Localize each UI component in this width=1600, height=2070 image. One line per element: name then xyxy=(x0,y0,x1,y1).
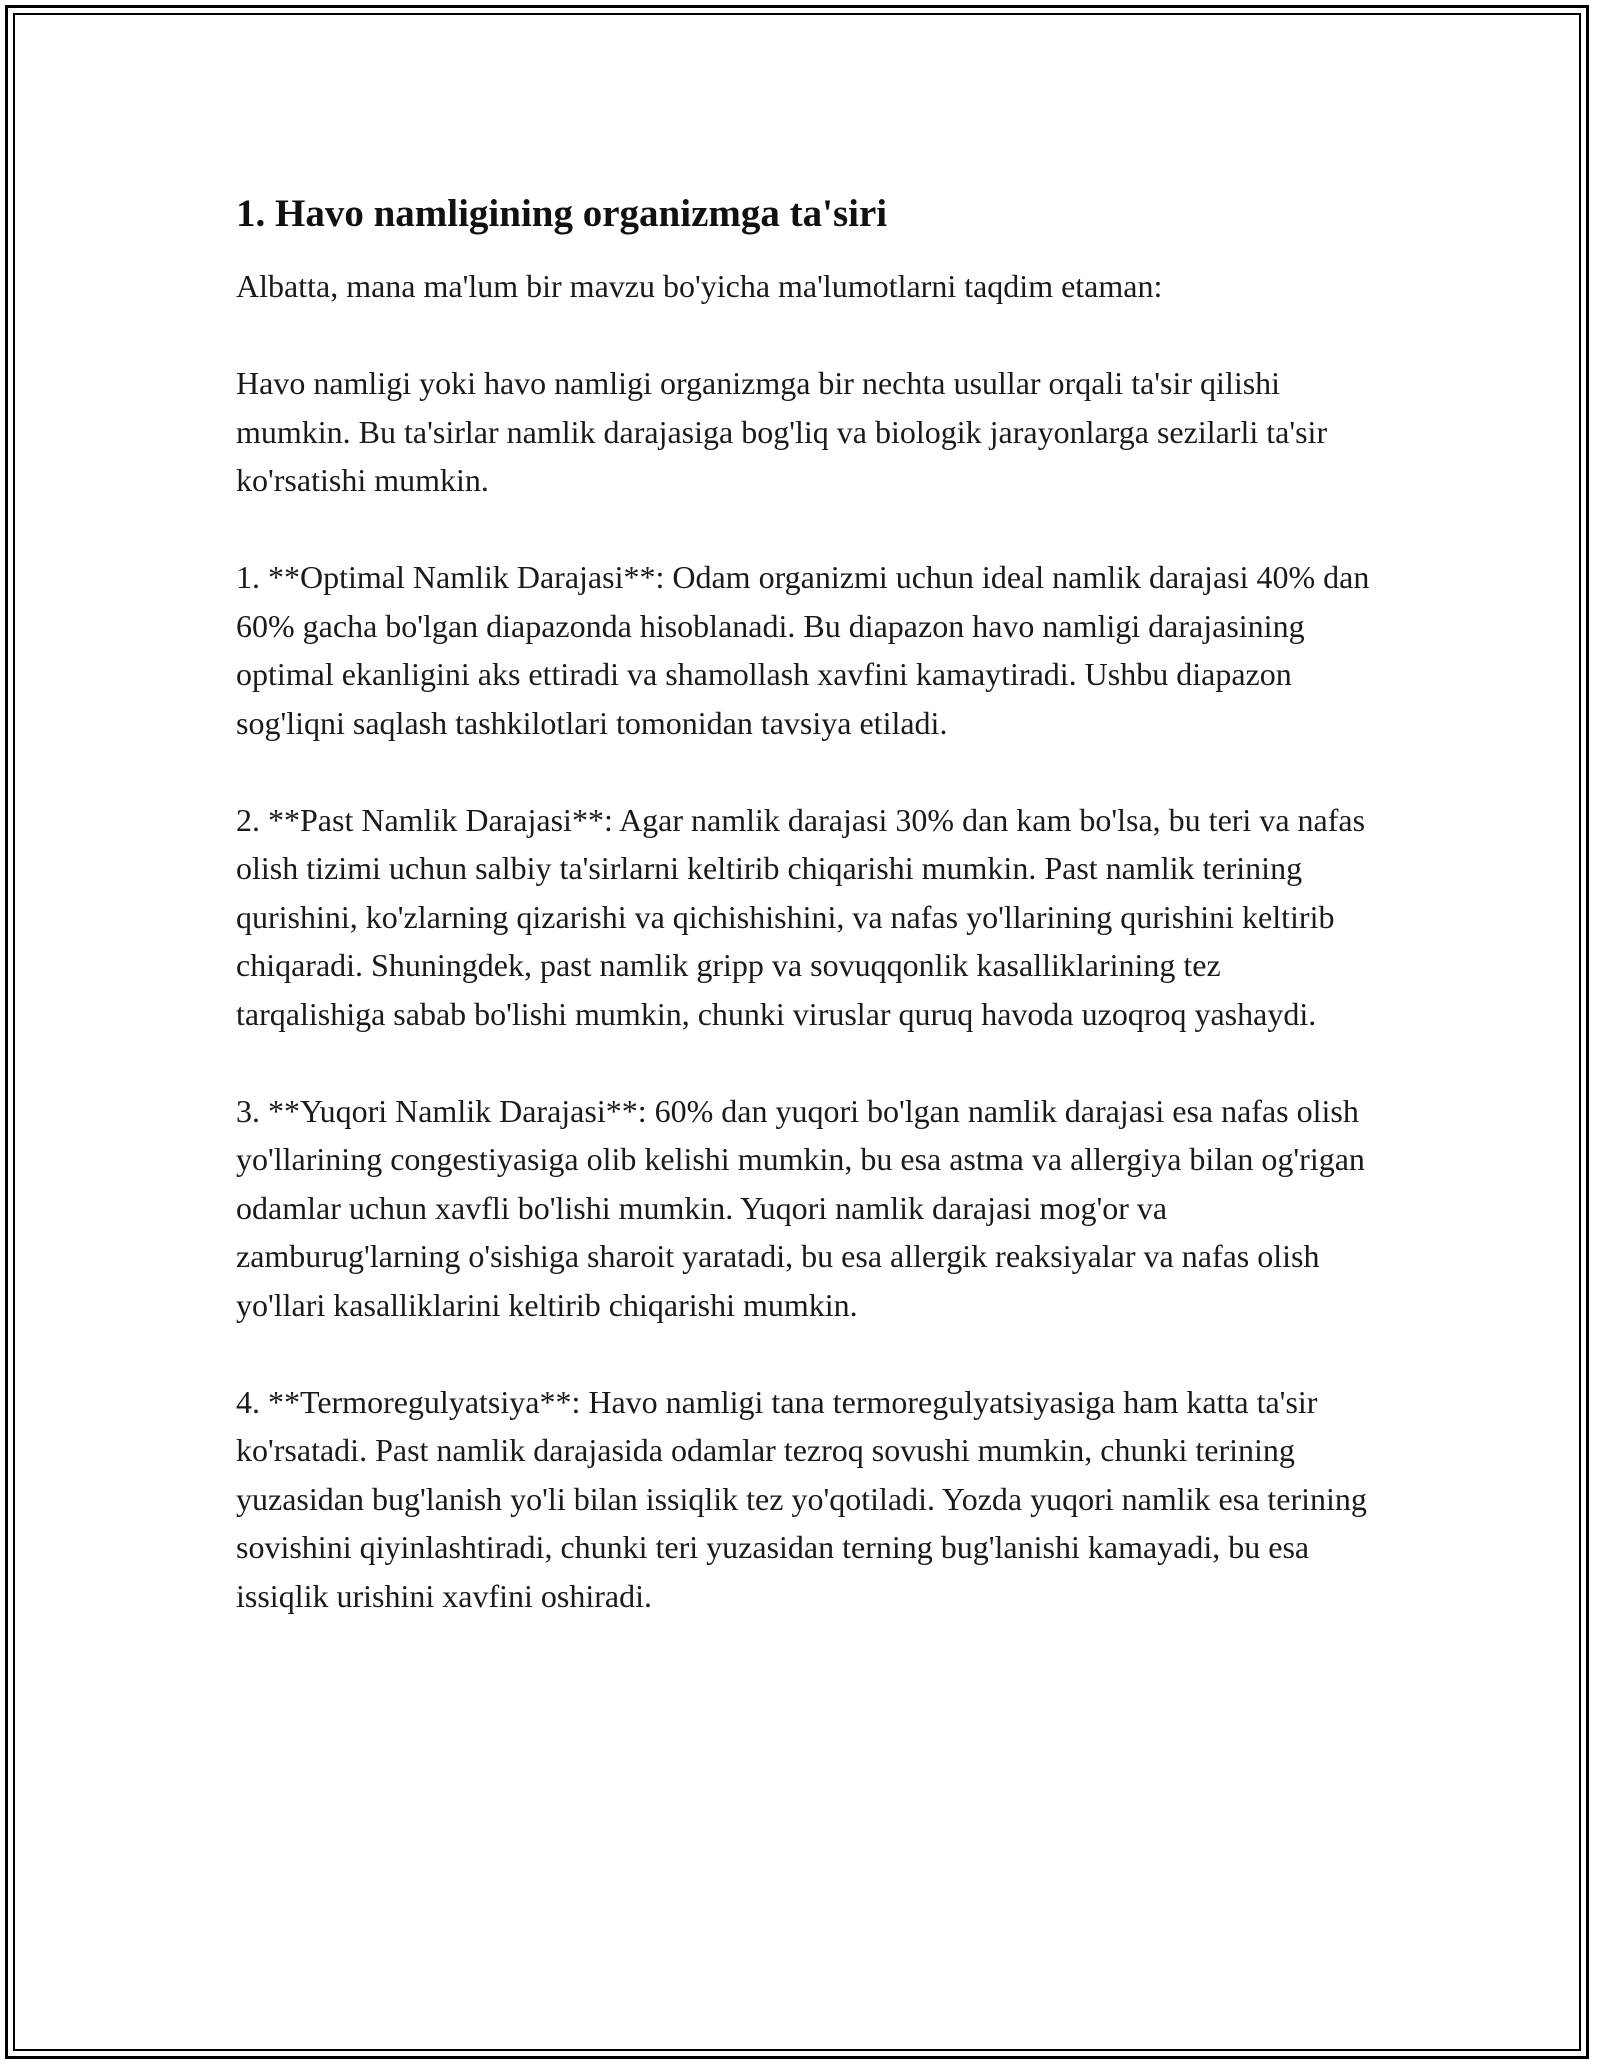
document-body xyxy=(236,188,1376,1669)
optimal-humidity-paragraph: 1. **Optimal Namlik Darajasi**: Odam organizmi uchun ideal namlik darajasi 40% dan 60% gacha bo'lgan diapazonda hisoblanadi. Bu diapazon havo namligi darajasining optimal ekanligini aks ettiradi va shamollash xavfini kamaytiradi. Ushbu diapazon sog'liqni saqlash tashkilotlari tomonidan tavsiya etiladi. xyxy=(236,559,1370,741)
high-humidity-paragraph: 3. **Yuqori Namlik Darajasi**: 60% dan yuqori bo'lgan namlik darajasi esa nafas olish yo'llarining congestiyasiga olib kelishi mumkin, bu esa astma va allergiya bilan og'rigan odamlar uchun xavfli bo'lishi mumkin. Yuqori namlik darajasi mog'or va zamburug'larning o'sishiga sharoit yaratadi, bu esa allergik reaksiyalar va nafas olish yo'llari kasalliklarini keltirib chiqarishi mumkin. xyxy=(236,1092,1365,1323)
low-humidity-paragraph: 2. **Past Namlik Darajasi**: Agar namlik darajasi 30% dan kam bo'lsa, bu teri va nafas olish tizimi uchun salbiy ta'sirlarni keltirib chiqarishi mumkin. Past namlik terining qurishini, ko'zlarning qizarishi va qichishishini, va nafas yo'llarining qurishini keltirib chiqaradi. Shuningdek, past namlik gripp va sovuqqonlik kasalliklarining tez tarqalishiga sabab bo'lishi mumkin, chunki viruslar quruq havoda uzoqroq yashaydi. xyxy=(236,801,1366,1032)
document-title: 1. Havo namligining organizmga ta'siri xyxy=(236,192,888,235)
thermoregulation-paragraph: 4. **Termoregulyatsiya**: Havo namligi tana termoregulyatsiyasiga ham katta ta'sir ko'rsatadi. Past namlik darajasida odamlar tezroq sovushi mumkin, chunki terining yuzasidan bug'lanish yo'li bilan issiqlik tez yo'qotiladi. Yozda yuqori namlik esa terining sovishini qiyinlashtiradi, chunki teri yuzasidan terning bug'lanishi kamayadi, bu esa issiqlik urishini xavfini oshiradi. xyxy=(236,1383,1367,1614)
overview-paragraph: Havo namligi yoki havo namligi organizmga bir nechta usullar orqali ta'sir qilishi mumkin. Bu ta'sirlar namlik darajasiga bog'liq va biologik jarayonlarga sezilarli ta'sir ko'rsatishi mumkin. xyxy=(236,365,1328,498)
intro-paragraph: Albatta, mana ma'lum bir mavzu bo'yicha ma'lumotlarni taqdim etaman: xyxy=(236,268,1163,304)
